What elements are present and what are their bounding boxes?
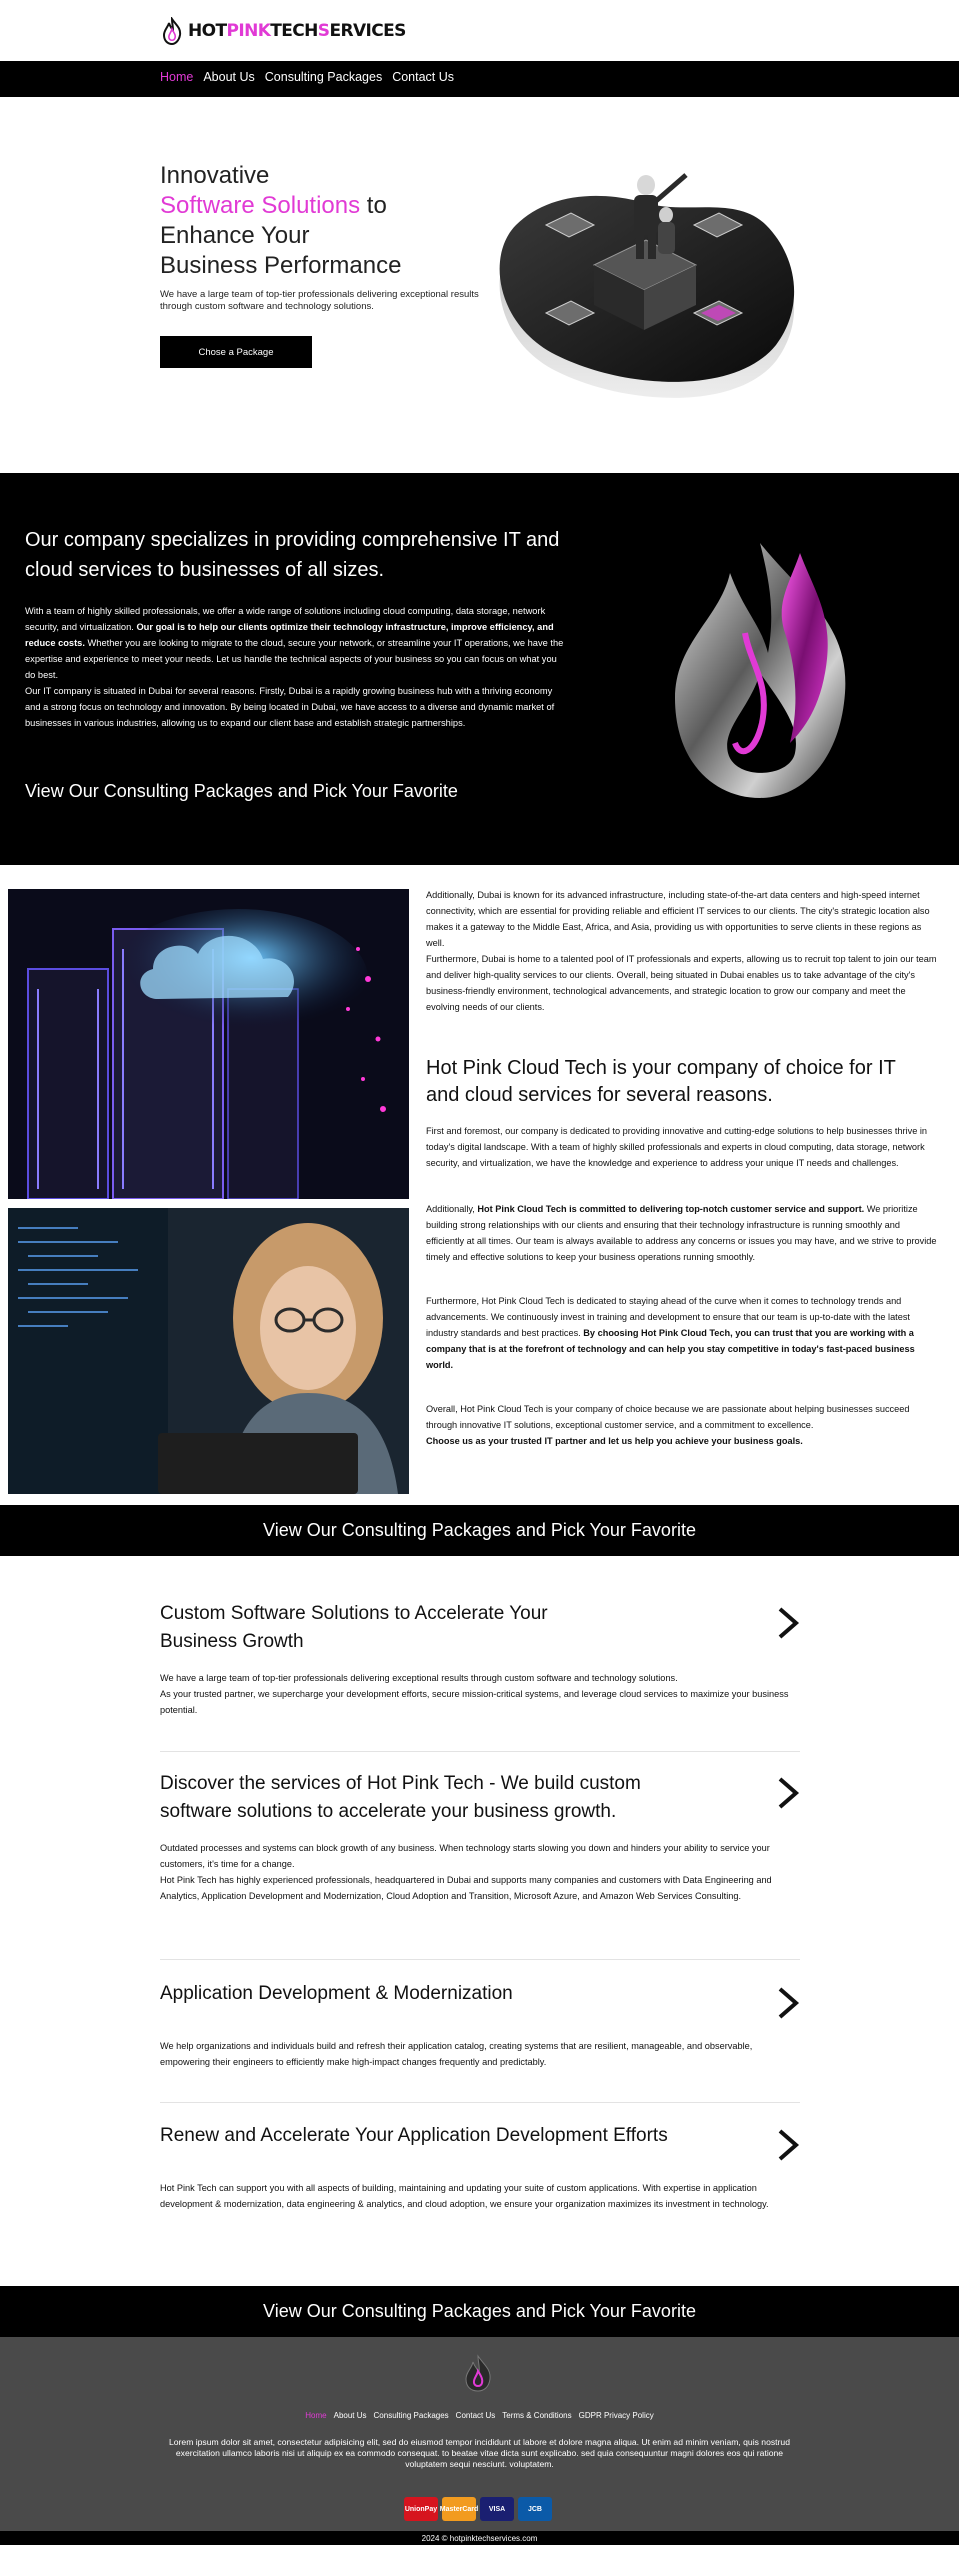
mastercard-card-icon: MasterCard — [442, 2497, 476, 2521]
nav-about[interactable]: About Us — [203, 70, 255, 84]
nav-home[interactable]: Home — [160, 70, 194, 84]
details-text-5: Overall, Hot Pink Cloud Tech is your company of choice because we are passionate about helping businesses succeed through innovative IT solutions, exceptional customer service, and a commitment to excellence. Choose us as your trusted IT partner and let us help you achieve your business goals. — [426, 1404, 910, 1446]
hero-title: Innovative Software Solutions to Enhance Your Business Performance — [160, 162, 402, 279]
details-text-3: Additionally, Hot Pink Cloud Tech is committed to delivering top-notch customer service and support. We prioritize building strong relationships with our clients and ensuring that their technology infrastructure is running smoothly and efficiently at all times. Our team is always available to address any concerns or issues you may have, and we strive to provide timely and effective solutions to keep your business operations running smoothly. — [426, 1204, 937, 1262]
service-text: Outdated processes and systems can block growth of any business. When technology starts slowing you down and hinders your ability to service your customers, it's time for a change. Hot Pink Tech has highly experienced professionals, headquartered in Dubai and supports many companies and customers with Data Engineering and Analytics, Application Development and Modernization, Cloud Adoption and Transition, Microsoft Azure, and Amazon Web Services Consulting. — [160, 1843, 772, 1901]
service-title: Application Development & Modernization — [160, 1983, 513, 2004]
chevron-right-icon[interactable] — [776, 1986, 800, 2020]
service-title: Discover the services of Hot Pink Tech - We build custom software solutions to accelerate your business growth. — [160, 1773, 641, 1822]
footer-link-terms[interactable]: Terms & Conditions — [502, 2411, 572, 2420]
top-header — [0, 0, 959, 61]
services-section — [0, 1556, 959, 2286]
footer-link-contact[interactable]: Contact Us — [455, 2411, 496, 2420]
nav-consulting-packages[interactable]: Consulting Packages — [264, 70, 383, 84]
service-item[interactable] — [160, 1980, 800, 2070]
consulting-banner-bottom[interactable]: View Our Consulting Packages and Pick Your Favorite — [0, 2286, 959, 2337]
payment-cards — [404, 2497, 552, 2521]
footer-nav — [0, 2411, 959, 2420]
footer-link-home[interactable]: Home — [305, 2411, 327, 2420]
details-heading: Hot Pink Cloud Tech is your company of choice for IT and cloud services for several reasons. — [426, 1057, 896, 1106]
visa-card-icon: VISA — [480, 2497, 514, 2521]
service-item[interactable] — [160, 1600, 800, 1718]
divider — [160, 1959, 800, 1960]
about-section — [0, 473, 959, 865]
service-text: We have a large team of top-tier professionals delivering exceptional results through custom software and technology solutions. As your trusted partner, we supercharge your development efforts, secure mission-critical systems, and leverage cloud services to maximize your business potential. — [160, 1673, 789, 1715]
chevron-right-icon[interactable] — [776, 1776, 800, 1810]
footer-text: Lorem ipsum dolor sit amet, consectetur adipisicing elit, sed do eiusmod tempor incididunt ut labore et dolore magna aliqua. Ut enim ad minim veniam, quis nostrud exercitation ullamco laboris nisi ut aliquip ex ea commodo consequat. to beatae vitae dicta sunt explicabo. sed quia consequuntur magni dolores eos qui ratione voluptatem sequi nesciunt. voluptatem. — [169, 2437, 790, 2469]
choose-package-button[interactable]: Chose a Package — [160, 336, 312, 368]
about-body: With a team of highly skilled professionals, we offer a wide range of solutions including cloud computing, data storage, network security, and virtualization. Our goal is to help our clients optimize their technology infrastructure, improve efficiency, and reduce costs. Whether you are looking to migrate to the cloud, secure your network, or streamline your IT operations, we have the expertise and experience to meet your needs. Let us handle the technical aspects of your business so you can focus on what you do best. Our IT company is situated in Dubai for several reasons. Firstly, Dubai is a rapidly growing business hub with a thriving economy and a strong focus on technology and innovation. By being located in Dubai, we have access to a diverse and dynamic market of businesses in various industries, allowing us to expand our client base and establish strategic partnerships. — [25, 606, 564, 728]
service-title: Custom Software Solutions to Accelerate Your Business Growth — [160, 1603, 548, 1652]
about-heading: Our company specializes in providing comprehensive IT and cloud services to businesses of all sizes. — [25, 529, 560, 581]
hero-illustration — [476, 115, 804, 405]
woman-at-laptop-image — [8, 1208, 409, 1494]
flame-logo-icon[interactable] — [458, 2353, 498, 2393]
divider — [160, 1751, 800, 1752]
details-text-2: First and foremost, our company is dedicated to providing innovative and cutting-edge solutions to help businesses thrive in today's digital landscape. With a team of highly skilled professionals and experts in cloud computing, data storage, network security, and virtualization, we have the knowledge and experience to address your unique IT needs and challenges. — [426, 1126, 928, 1168]
site-footer — [0, 2337, 959, 2545]
site-logo[interactable] — [160, 17, 406, 45]
chevron-right-icon[interactable] — [776, 2128, 800, 2162]
footer-link-about[interactable]: About Us — [333, 2411, 367, 2420]
jcb-card-icon: JCB — [518, 2497, 552, 2521]
service-title: Renew and Accelerate Your Application Development Efforts — [160, 2125, 668, 2146]
details-text-1: Additionally, Dubai is known for its advanced infrastructure, including state-of-the-art data centers and high-speed internet connectivity, which are essential for providing reliable and efficient IT services to our clients. The city's strategic location also makes it a gateway to the Middle East, Africa, and Asia, providing us with opportunities to serve clients in these regions as well. Furthermore, Dubai is home to a talented pool of IT professionals and experts, allowing us to recruit top talent to join our team and deliver high-quality services to our clients. Overall, being situated in Dubai enables us to take advantage of the city's business-friendly environment, technological advancements, and strategic location to grow our company and meet the evolving needs of our clients. — [426, 890, 937, 1012]
divider — [160, 2102, 800, 2103]
details-text-4: Furthermore, Hot Pink Cloud Tech is dedicated to staying ahead of the curve when it comes to technology trends and advancements. We continuously invest in training and development to ensure that our team is up-to-date with the latest industry standards and best practices. By choosing Hot Pink Cloud Tech, you can trust that you are working with a company that is at the forefront of technology and can help you stay competitive in today's fast-paced business world. — [426, 1296, 915, 1370]
footer-link-privacy[interactable]: GDPR Privacy Policy — [578, 2411, 654, 2420]
service-text: We help organizations and individuals build and refresh their application catalog, creating systems that are resilient, manageable, and observable, empowering their engineers to efficiently make high-impact changes frequently and predictably. — [160, 2041, 753, 2067]
consulting-banner[interactable]: View Our Consulting Packages and Pick Your Favorite — [0, 1505, 959, 1556]
flame-logo-icon — [160, 17, 184, 45]
service-item[interactable] — [160, 2122, 800, 2212]
flame-emblem-image — [650, 523, 870, 813]
chevron-right-icon[interactable] — [776, 1606, 800, 1640]
hero-section — [0, 97, 959, 473]
service-item[interactable] — [160, 1770, 800, 1904]
about-cta[interactable]: View Our Consulting Packages and Pick Your Favorite — [25, 781, 458, 801]
service-text: Hot Pink Tech can support you with all aspects of building, maintaining and updating your suite of custom applications. With expertise in application development & modernization, data engineering & analytics, and cloud adoption, we ensure your organization maximizes its investment in technology. — [160, 2183, 769, 2209]
main-nav — [0, 61, 959, 97]
cloud-server-image — [8, 889, 409, 1199]
nav-contact[interactable]: Contact Us — [392, 70, 455, 84]
details-section — [0, 865, 959, 1505]
hero-text: We have a large team of top-tier professionals delivering exceptional results through custom software and technology solutions. — [160, 289, 479, 312]
footer-link-consulting[interactable]: Consulting Packages — [373, 2411, 449, 2420]
unionpay-card-icon: UnionPay — [404, 2497, 438, 2521]
logo-text: HOTPINKTECHSERVICES — [188, 21, 406, 41]
copyright: 2024 © hotpinktechservices.com — [0, 2531, 959, 2545]
